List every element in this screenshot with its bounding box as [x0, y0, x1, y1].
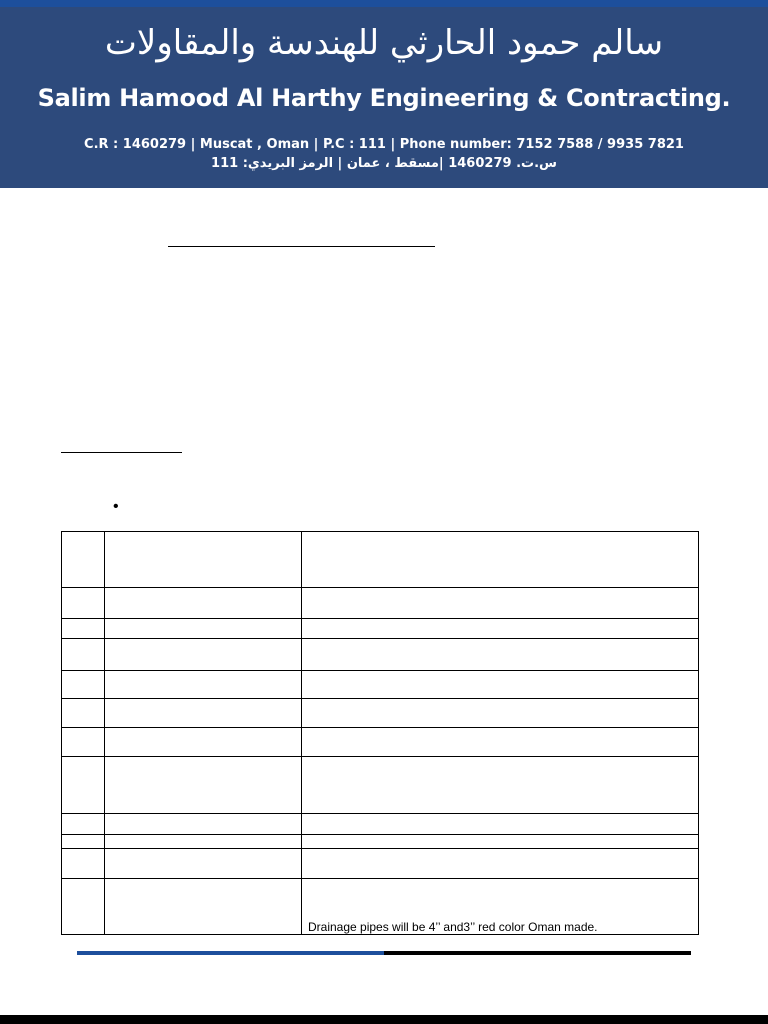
- specification-table: [61, 531, 699, 935]
- footer-rule-black: [384, 951, 691, 955]
- row-number-cell: [62, 671, 105, 699]
- item-cell: [105, 671, 302, 699]
- detail-cell: [302, 757, 699, 814]
- table-row: [62, 814, 699, 835]
- table-row: [62, 639, 699, 671]
- item-cell: [105, 835, 302, 849]
- section-heading-underline: [61, 452, 182, 453]
- bullet-point: •: [113, 498, 119, 515]
- detail-cell: Drainage pipes will be 4’’ and3’’ red color Oman made.: [302, 879, 699, 935]
- title-underline: [168, 246, 435, 247]
- table-row: [62, 849, 699, 879]
- detail-cell: [302, 619, 699, 639]
- row-number-cell: [62, 699, 105, 728]
- detail-cell: [302, 835, 699, 849]
- detail-cell: [302, 671, 699, 699]
- row-number-cell: [62, 728, 105, 757]
- item-cell: [105, 879, 302, 935]
- item-cell: [105, 814, 302, 835]
- row-number-cell: [62, 532, 105, 588]
- item-cell: [105, 588, 302, 619]
- item-cell: [105, 619, 302, 639]
- table-row: [62, 757, 699, 814]
- table-row: [62, 588, 699, 619]
- item-cell: [105, 699, 302, 728]
- detail-cell: [302, 814, 699, 835]
- item-cell: [105, 728, 302, 757]
- table-row: [62, 728, 699, 757]
- table-row: [62, 532, 699, 588]
- row-number-cell: [62, 879, 105, 935]
- bottom-bar: [0, 1015, 768, 1024]
- detail-cell: [302, 728, 699, 757]
- contact-info-arabic: س.ت. 1460279 |مسقط ، عمان | الرمز البريدي: 111: [211, 156, 557, 171]
- row-number-cell: [62, 588, 105, 619]
- table-row: [62, 879, 699, 935]
- row-number-cell: [62, 849, 105, 879]
- row-number-cell: [62, 619, 105, 639]
- table-row: [62, 835, 699, 849]
- detail-cell: [302, 588, 699, 619]
- row-number-cell: [62, 639, 105, 671]
- row-number-cell: [62, 757, 105, 814]
- item-cell: [105, 757, 302, 814]
- detail-cell: [302, 639, 699, 671]
- detail-cell: [302, 849, 699, 879]
- row-number-cell: [62, 814, 105, 835]
- footer-rule-blue: [77, 951, 384, 955]
- top-accent-stripe: [0, 0, 768, 7]
- item-cell: [105, 532, 302, 588]
- table-row: [62, 699, 699, 728]
- company-name-arabic: سالم حمود الحارثي للهندسة والمقاولات: [104, 23, 664, 63]
- item-cell: [105, 849, 302, 879]
- table-row: [62, 619, 699, 639]
- company-name-english: Salim Hamood Al Harthy Engineering & Contracting.: [37, 84, 731, 112]
- table-row: [62, 671, 699, 699]
- contact-info-english: C.R : 1460279 | Muscat , Oman | P.C : 111 | Phone number: 7152 7588 / 9935 7821: [84, 137, 684, 152]
- detail-cell: [302, 699, 699, 728]
- letterhead: [0, 7, 768, 188]
- row-number-cell: [62, 835, 105, 849]
- detail-cell: [302, 532, 699, 588]
- item-cell: [105, 639, 302, 671]
